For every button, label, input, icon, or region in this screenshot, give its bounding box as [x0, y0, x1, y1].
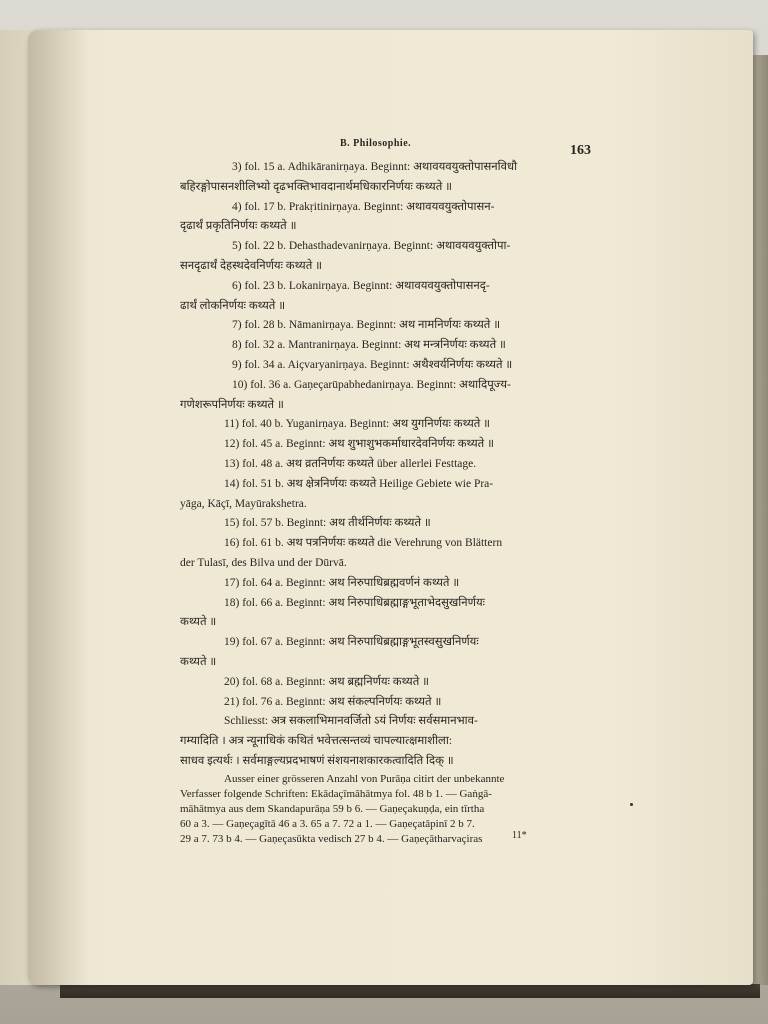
text-line: 12) fol. 45 a. Beginnt: अथ शुभाशुभकर्माधारदेवनिर्णयः कथ्यते ॥ [224, 438, 494, 451]
signature-mark: 11* [512, 830, 527, 841]
text-line: 18) fol. 66 a. Beginnt: अथ निरुपाधिब्रह्माङ्गभूताभेदसुखनिर्णयः [224, 596, 485, 609]
text-line: māhātmya aus dem Skandapurāṇa 59 b 6. — Gaṇeçakuṇḍa, ein tīrtha [180, 802, 485, 815]
text-line: 60 a 3. — Gaṇeçagītā 46 a 3. 65 a 7. 72 a 1. — Gaṇeçatāpinī 2 b 7. [180, 817, 475, 830]
text-line: कथ्यते ॥ [180, 655, 217, 668]
spine-shadow [28, 30, 88, 985]
text-line: ढार्थं लोकनिर्णयः कथ्यते ॥ [180, 299, 286, 312]
text-line: Verfasser folgende Schriften: Ekādaçīmāhātmya fol. 48 b 1. — Gaṅgā- [180, 787, 492, 800]
book-cover-edge [60, 984, 760, 998]
text-line: Ausser einer grösseren Anzahl von Purāṇa citirt der unbekannte [224, 772, 505, 785]
text-line: 16) fol. 61 b. अथ पत्रनिर्णयः कथ्यते die Verehrung von Blättern [224, 537, 503, 550]
text-line: कथ्यते ॥ [180, 616, 217, 629]
page-text [180, 158, 590, 847]
text-line: 15) fol. 57 b. Beginnt: अथ तीर्थनिर्णयः कथ्यते ॥ [224, 517, 431, 530]
paper-speck [630, 803, 633, 806]
text-line: 5) fol. 22 b. Dehasthadevanirṇaya. Beginnt: अथावयवयुक्तोपा- [232, 240, 511, 253]
text-line: साधव इत्यर्थः । सर्वमाङ्गल्यप्रदभाषणं संशयनाशकारकत्वादिति दिक् ॥ [180, 754, 454, 767]
text-line: 13) fol. 48 a. अथ व्रतनिर्णयः कथ्यते über allerlei Festtage. [224, 457, 477, 470]
text-line: Schliesst: अत्र सकलाभिमानवर्जितो ऽयं निर्णयः सर्वसमानभाव- [224, 715, 478, 728]
text-line: 11) fol. 40 b. Yuganirṇaya. Beginnt: अथ युगनिर्णयः कथ्यते ॥ [224, 418, 491, 431]
text-line: 9) fol. 34 a. Aiçvaryanirṇaya. Beginnt: अथैश्वर्यनिर्णयः कथ्यते ॥ [232, 358, 513, 371]
text-line: गणेशरूपनिर्णयः कथ्यते ॥ [180, 398, 284, 411]
text-line: 3) fol. 15 a. Adhikāranirṇaya. Beginnt: अथावयवयुक्तोपासनविधौ [232, 161, 518, 173]
text-line: 20) fol. 68 a. Beginnt: अथ ब्रह्मनिर्णयः कथ्यते ॥ [224, 675, 430, 688]
text-line: 29 a 7. 73 b 4. — Gaṇeçasūkta vedisch 27 b 4. — Gaṇeçātharvaçiras [180, 832, 483, 845]
text-line: 17) fol. 64 a. Beginnt: अथ निरुपाधिब्रह्मवर्णनं कथ्यते ॥ [224, 576, 460, 589]
text-line: 8) fol. 32 a. Mantranirṇaya. Beginnt: अथ मन्त्रनिर्णयः कथ्यते ॥ [232, 339, 506, 352]
text-line: 7) fol. 28 b. Nāmanirṇaya. Beginnt: अथ नामनिर्णयः कथ्यते ॥ [232, 319, 501, 332]
running-header: B. Philosophie. [340, 138, 412, 149]
text-line: 4) fol. 17 b. Prakṛitinirṇaya. Beginnt: अथावयवयुक्तोपासन- [232, 200, 495, 213]
text-line: yāga, Kāçī, Mayūrakshetra. [180, 497, 307, 510]
text-line: 14) fol. 51 b. अथ क्षेत्रनिर्णयः कथ्यते Heilige Gebiete wie Pra- [224, 477, 494, 490]
page-number: 163 [570, 143, 591, 158]
text-line: 21) fol. 76 a. Beginnt: अथ संकल्पनिर्णयः कथ्यते ॥ [224, 695, 442, 708]
text-line: 6) fol. 23 b. Lokanirṇaya. Beginnt: अथावयवयुक्तोपासनदृ- [232, 279, 490, 292]
text-line: गम्यादिति । अत्र न्यूनाधिकं कथितं भवेत्तत्सन्तव्यं चापल्यात्क्षमाशीला: [180, 735, 453, 748]
text-line: der Tulasī, des Bilva und der Dūrvā. [180, 556, 347, 569]
text-line: दृढार्थं प्रकृतिनिर्णयः कथ्यते ॥ [180, 220, 297, 233]
text-line: सनदृढार्थं देहस्थदेवनिर्णयः कथ्यते ॥ [180, 259, 323, 272]
text-line: बहिरङ्गोपासनशीलिभ्यो दृढभक्तिभावदानार्थमधिकारनिर्णयः कथ्यते ॥ [180, 180, 453, 193]
text-line: 19) fol. 67 a. Beginnt: अथ निरुपाधिब्रह्माङ्गभूतस्वसुखनिर्णयः [224, 636, 479, 649]
text-line: 10) fol. 36 a. Gaṇeçarūpabhedanirṇaya. Beginnt: अथादिपूज्य- [232, 378, 511, 391]
